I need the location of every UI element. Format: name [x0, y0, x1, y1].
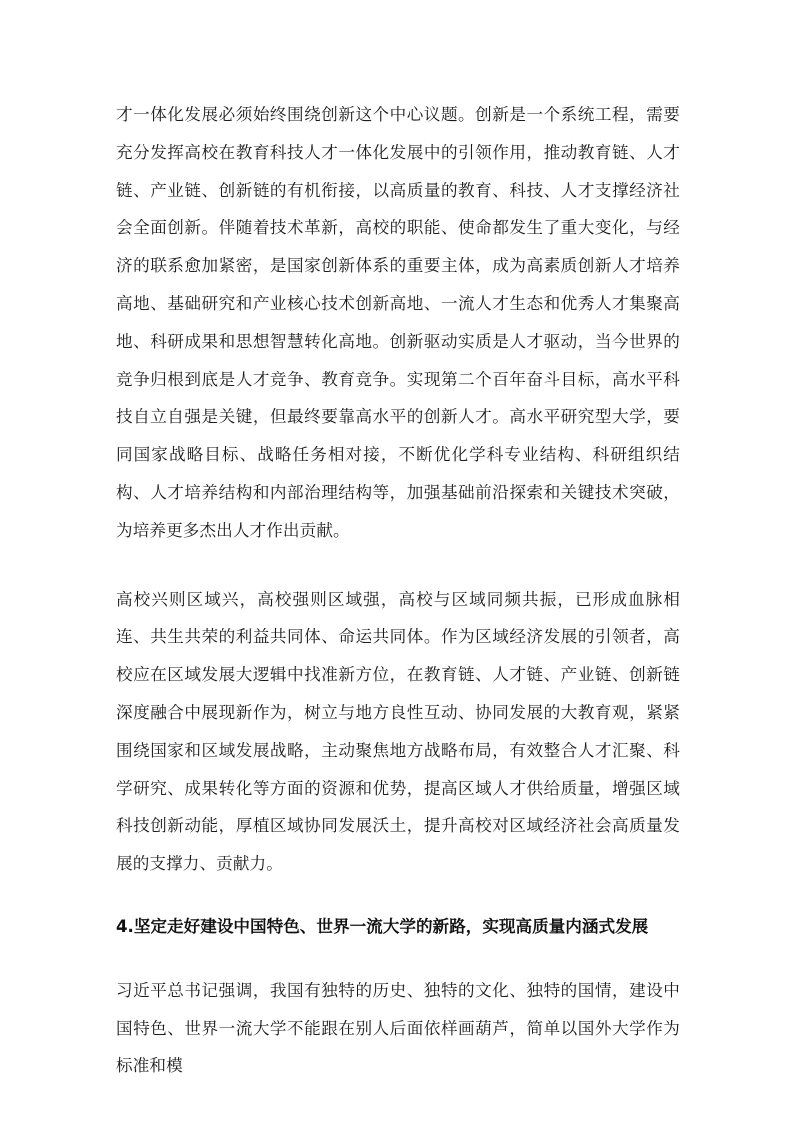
document-page — [116, 96, 680, 1085]
body-paragraph-3: 习近平总书记强调，我国有独特的历史、独特的文化、独特的国情，建设中国特色、世界一流大学不能跟在别人后面依样画葫芦，简单以国外大学作为标准和模 — [116, 980, 680, 1076]
body-paragraph-1: 才一体化发展必须始终围绕创新这个中心议题。创新是一个系统工程，需要充分发挥高校在教育科技人才一体化发展中的引领作用，推动教育链、人才链、产业链、创新链的有机衔接，以高质量的教育、科技、人才支撑经济社会全面创新。伴随着技术革新，高校的职能、使命都发生了重大变化，与经济的联系愈加紧密，是国家创新体系的重要主体，成为高素质创新人才培养高地、基础研究和产业核心技术创新高地、一流人才生态和优秀人才集聚高地、科研成果和思想智慧转化高地。创新驱动实质是人才驱动，当今世界的竞争归根到底是人才竞争、教育竞争。实现第二个百年奋斗目标，高水平科技自立自强是关键，但最终要靠高水平的创新人才。高水平研究型大学，要同国家战略目标、战略任务相对接，不断优化学科专业结构、科研组织结构、人才培养结构和内部治理结构等，加强基础前沿探索和关键技术突破，为培养更多杰出人才作出贡献。 — [116, 105, 680, 540]
section-heading: 4.坚定走好建设中国特色、世界一流大学的新路，实现高质量内涵式发展 — [116, 916, 649, 936]
body-paragraph-2: 高校兴则区域兴，高校强则区域强，高校与区域同频共振，已形成血脉相连、共生共荣的利益共同体、命运共同体。作为区域经济发展的引领者，高校应在区域发展大逻辑中找准新方位，在教育链、人才链、产业链、创新链深度融合中展现新作为，树立与地方良性互动、协同发展的大教育观，紧紧围绕国家和区域发展战略，主动聚焦地方战略布局，有效整合人才汇聚、科学研究、成果转化等方面的资源和优势，提高区域人才供给质量，增强区域科技创新动能，厚植区域协同发展沃土，提升高校对区域经济社会高质量发展的支撑力、贡献力。 — [116, 589, 680, 874]
